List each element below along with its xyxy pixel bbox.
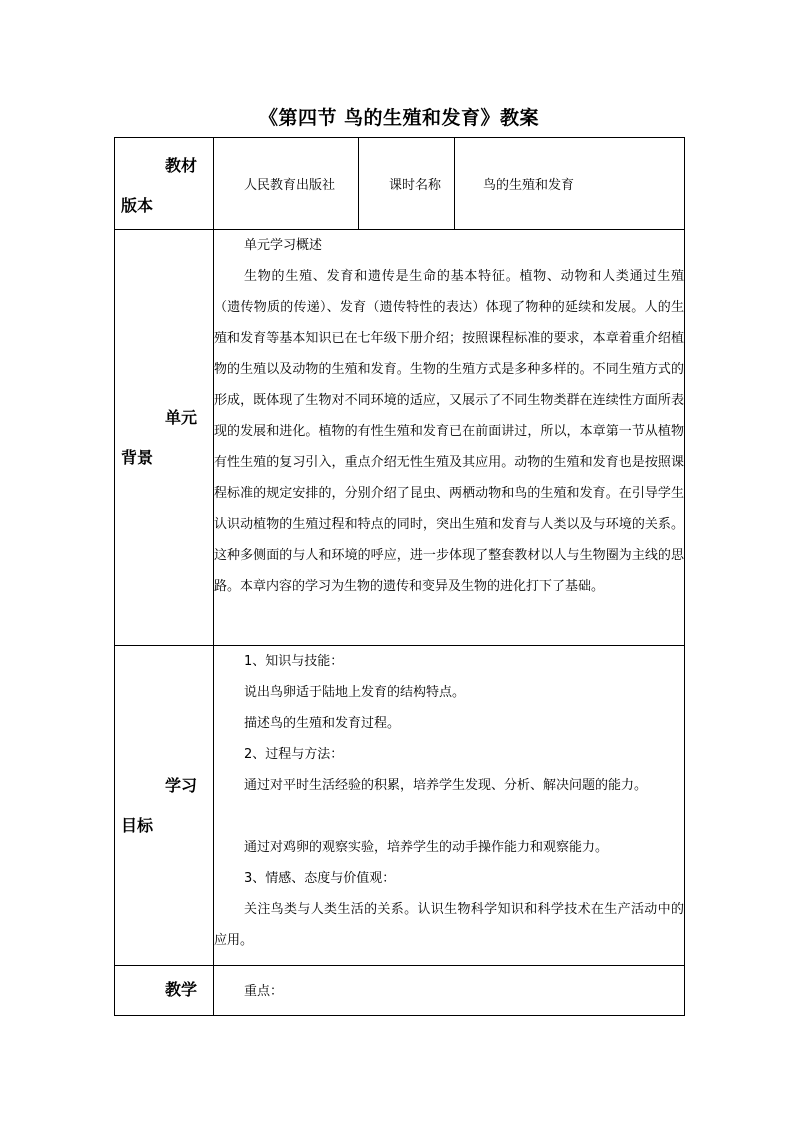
label-unit-background [115, 230, 214, 646]
row-teaching [115, 966, 685, 1016]
blank-line [214, 801, 684, 832]
learning-objectives-content [214, 646, 685, 966]
label-textbook-edition [115, 138, 214, 230]
unit-overview-heading: 单元学习概述 [244, 238, 323, 253]
unit-background-content [214, 230, 685, 646]
objective-item: 说出鸟卵适于陆地上发育的结构特点。 [244, 685, 466, 700]
label-learning-objectives [115, 646, 214, 966]
course-name-label: 课时名称 [389, 178, 442, 193]
row-learning-objectives [115, 646, 685, 966]
publisher-cell [214, 138, 359, 230]
label-line-2: 目标 [121, 815, 154, 835]
objective-item: 描述鸟的生殖和发育过程。 [244, 716, 401, 731]
unit-overview-paragraph: 生物的生殖、发育和遗传是生命的基本特征。植物、动物和人类通过生殖（遗传物质的传递）、发育（遗传特性的表达）体现了物种的延续和发展。人的生殖和发育等基本知识已在七年级下册介绍；按照课程标准的要求，本章着重介绍植物的生殖以及动物的生殖和发育。生物的生殖方式是多种多样的。不同生殖方式的形成，既体现了生物对不同环境的适应，又展示了不同生物类群在连续性方面所表现的发展和进化。植物的有性生殖和发育已在前面讲过，所以，本章第一节从植物有性生殖的复习引入，重点介绍无性生殖及其应用。动物的生殖和发育也是按照课程标准的规定安排的，分别介绍了昆虫、两栖动物和鸟的生殖和发育。在引导学生认识动植物的生殖过程和特点的同时，突出生殖和发育与人类以及与环境的关系。这种多侧面的与人和环境的呼应，进一步体现了整套教材以人与生物圈为主线的思路。本章内容的学习为生物的遗传和变异及生物的进化打下了基础。 [214, 269, 684, 594]
objective-item: 通过对平时生活经验的积累，培养学生发现、分析、解决问题的能力。 [244, 778, 648, 793]
lesson-plan-table [114, 137, 685, 1016]
label-line-2: 版本 [121, 196, 154, 215]
label-line-1: 单元 [164, 407, 197, 427]
label-line-1: 学习 [164, 775, 197, 795]
course-name-label-cell [359, 138, 455, 230]
label-line-1: 教学 [164, 980, 197, 999]
objective-item: 通过对鸡卵的观察实验，培养学生的动手操作能力和观察能力。 [244, 840, 609, 855]
label-line-1: 教材 [164, 156, 197, 175]
row-unit-background [115, 230, 685, 646]
label-line-2: 背景 [121, 447, 154, 467]
key-point-label: 重点： [244, 984, 284, 999]
course-name-cell [455, 138, 685, 230]
course-name-value: 鸟的生殖和发育 [483, 178, 575, 193]
label-teaching [115, 966, 214, 1016]
objective-item: 关注鸟类与人类生活的关系。认识生物科学知识和科学技术在生产活动中的应用。 [214, 902, 684, 948]
row-textbook-edition [115, 138, 685, 230]
publisher-value: 人民教育出版社 [244, 178, 336, 193]
teaching-content [214, 966, 685, 1016]
objective-section-heading: 2、过程与方法： [244, 747, 344, 762]
objective-section-heading: 3、情感、态度与价值观： [244, 871, 396, 886]
document-title: 《第四节 鸟的生殖和发育》教案 [258, 107, 540, 129]
objective-section-heading: 1、知识与技能： [244, 654, 344, 669]
